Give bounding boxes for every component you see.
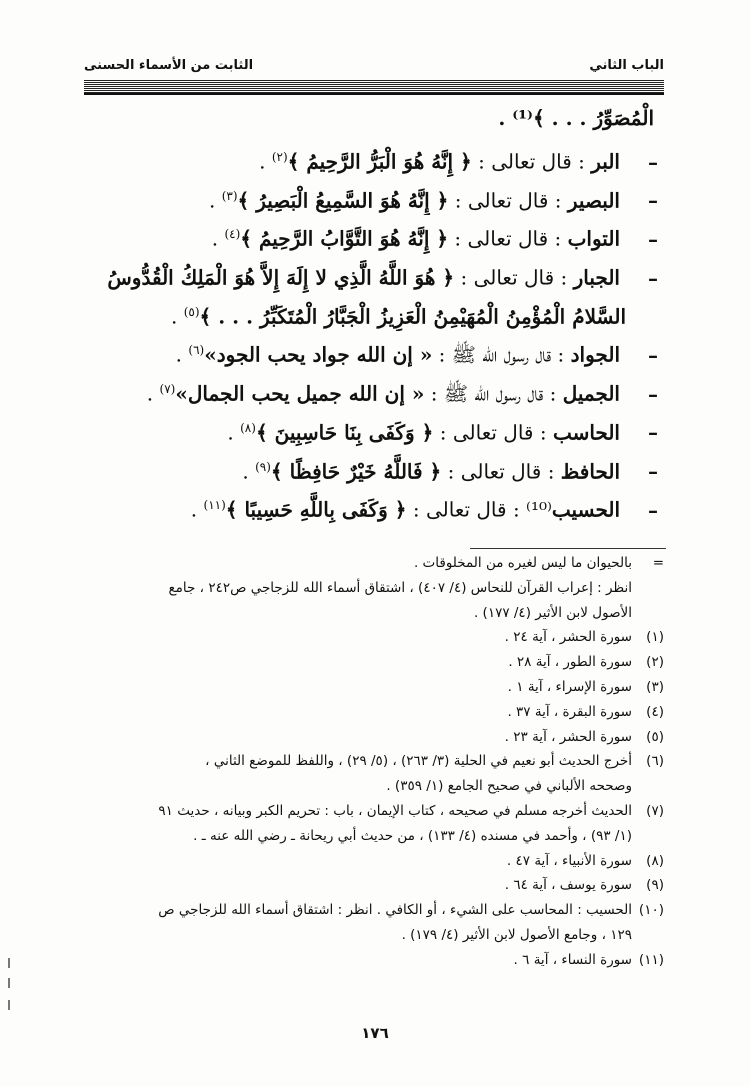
footnote-line xyxy=(94,923,664,948)
footnote-ref: (٧) xyxy=(159,382,176,397)
entry-name: الجبار xyxy=(573,265,620,290)
header-rule xyxy=(84,80,664,93)
entry-verse: ﴿ وَكَفَى بِاللَّهِ حَسِيبًا ﴾ xyxy=(225,497,407,522)
page-number: ١٧٦ xyxy=(361,1024,389,1042)
scan-edge-mark xyxy=(8,958,10,968)
footnote-line xyxy=(94,898,664,923)
footnote-text: سورة الإسراء ، آية ١ . xyxy=(507,678,632,695)
entry-end: . xyxy=(175,343,189,368)
body-line-continuation: الْمُصَوِّرُ . . . ﴾⁽¹⁾ . xyxy=(498,106,654,130)
entry-dash: – xyxy=(648,149,658,174)
entry-end: . xyxy=(211,227,225,252)
footnote-line xyxy=(94,650,664,675)
section-title: الثابت من الأسماء الحسنى xyxy=(84,58,254,73)
footnote-text: سورة يوسف ، آية ٦٤ . xyxy=(504,877,632,894)
footnote-line xyxy=(94,700,664,725)
entry-name: الحسيب xyxy=(551,497,620,522)
footnote-ref: (٤) xyxy=(224,227,241,242)
footnote-text: الأصول لابن الأثير (٤/ ١٧٧) . xyxy=(473,604,632,621)
entry-end: . xyxy=(190,497,204,522)
entry-text: : قال تعالى : xyxy=(441,459,561,484)
footnote-line xyxy=(94,849,664,874)
footnote-line xyxy=(94,725,664,750)
footnote-text: سورة البقرة ، آية ٣٧ . xyxy=(507,703,632,720)
footnote-line xyxy=(94,948,664,973)
footnote-ref: (٣) xyxy=(221,188,238,203)
entry-verse: ﴿ فَاللَّهُ خَيْرٌ حَافِظًا ﴾ xyxy=(270,459,442,484)
entry-dash: – xyxy=(648,497,658,522)
entry-end: . xyxy=(170,304,184,329)
entry-end: . xyxy=(227,420,241,445)
footnote-text: وصححه الألباني في صحيح الجامع (١/ ٣٥٩) . xyxy=(386,778,632,795)
entry-text: : قال تعالى : xyxy=(448,227,568,252)
footnote-line xyxy=(94,774,664,799)
footnote-text: انظر : إعراب القرآن للنحاس (٤/ ٤٠٧) ، اشتقاق أسماء الله للزجاجي ص٢٤٢ ، جامع xyxy=(168,579,632,596)
footnote-text: الحديث أخرجه مسلم في صحيحه ، كتاب الإيمان ، باب : تحريم الكبر وبيانه ، حديث ٩١ xyxy=(158,802,632,819)
name-entry-aljawad xyxy=(84,331,664,370)
footnote-ref: (٦) xyxy=(188,343,205,358)
footnote-number: (٨) xyxy=(646,852,664,869)
footnote-ref: (٩) xyxy=(255,459,271,474)
entry-name: البر xyxy=(591,149,620,174)
entry-dash: – xyxy=(648,227,658,252)
footnote-line xyxy=(94,625,664,650)
chapter-title: الباب الثاني xyxy=(589,58,664,73)
footnote-number: (٦) xyxy=(646,753,664,770)
entry-name: البصير xyxy=(567,188,620,213)
footnote-ref: (١١) xyxy=(203,498,226,513)
name-entry-aljabbar xyxy=(84,254,664,293)
name-entry-attawwab xyxy=(84,215,664,254)
footnote-text: سورة الحشر ، آية ٢٤ . xyxy=(504,629,632,646)
entry-text: : قال رسول الله ﷺ : xyxy=(424,381,563,406)
entry-end: . xyxy=(242,459,256,484)
running-header xyxy=(84,58,664,74)
footnote-separator xyxy=(470,548,666,549)
entry-dash: – xyxy=(648,459,658,484)
entry-name: الجميل xyxy=(562,381,620,406)
entry-name: التواب xyxy=(567,227,620,252)
entry-dash: – xyxy=(648,188,658,213)
footnote-text: ١٢٩ ، وجامع الأصول لابن الأثير (٤/ ١٧٩) . xyxy=(401,926,632,943)
entry-verse: « إن الله جواد يحب الجود» xyxy=(204,343,433,368)
name-entry-alhasib-sufficient xyxy=(84,486,664,525)
entry-dash: – xyxy=(648,420,658,445)
footnote-number: (٢) xyxy=(646,654,664,671)
footnote-number: = xyxy=(652,555,664,571)
footnote-text: أخرج الحديث أبو نعيم في الحلية (٣/ ٢٦٣) ، (٥/ ٢٩) ، واللفظ للموضع الثاني ، xyxy=(205,753,632,770)
entry-dash: – xyxy=(648,381,658,406)
entry-text: : قال تعالى : xyxy=(454,265,574,290)
footnote-text: بالحيوان ما ليس لغيره من المخلوقات . xyxy=(413,555,632,571)
entry-verse: ﴿ إِنَّهُ هُوَ التَّوَّابُ الرَّحِيمُ ﴾ xyxy=(240,227,449,252)
name-entry-alhafiz xyxy=(84,448,664,487)
footnote-number: (١١) xyxy=(638,951,664,968)
entry-text: : قال تعالى : xyxy=(471,149,592,174)
entry-verse: ﴿ إِنَّهُ هُوَ الْبَرُّ الرَّحِيمُ ﴾ xyxy=(287,149,472,174)
entry-text: : قال تعالى : xyxy=(433,420,553,445)
entry-verse: ﴿ هُوَ اللَّهُ الَّذِي لا إِلَهَ إِلاَّ هُوَ الْمَلِكُ الْقُدُّوسُ xyxy=(107,265,455,290)
entry-end: . xyxy=(209,188,222,213)
footnote-text: سورة الحشر ، آية ٢٣ . xyxy=(504,728,632,745)
name-entry-aljabbar-continued xyxy=(84,293,664,332)
footnote-line xyxy=(94,873,664,898)
footnote-ref: (٨) xyxy=(240,420,256,435)
entry-text: : قال رسول الله ﷺ : xyxy=(432,343,571,368)
entry-verse: « إن الله جميل يحب الجمال» xyxy=(175,381,425,406)
scan-edge-mark xyxy=(8,978,10,988)
entry-dash: – xyxy=(648,343,658,368)
entry-dash: – xyxy=(648,265,658,290)
entry-text: ⁽¹⁰⁾ : قال تعالى : xyxy=(406,497,552,522)
entry-text: : قال تعالى : xyxy=(448,188,568,213)
entry-name: الجواد xyxy=(570,343,620,368)
footnote-text: الحسيب : المحاسب على الشيء ، أو الكافي . انظر : اشتقاق أسماء الله للزجاجي ص xyxy=(158,902,632,919)
entry-name: الحافظ xyxy=(560,459,620,484)
footnote-number: (٣) xyxy=(646,678,664,695)
name-entry-albarr xyxy=(84,138,664,177)
footnote-line xyxy=(94,799,664,824)
entry-verse: ﴿ وَكَفَى بِنَا حَاسِبِينَ ﴾ xyxy=(255,420,434,445)
footnote-text: سورة النساء ، آية ٦ . xyxy=(513,951,632,968)
entry-end: . xyxy=(259,149,272,174)
header-rule-thick xyxy=(84,93,664,95)
entry-verse: ﴿ إِنَّهُ هُوَ السَّمِيعُ الْبَصِيرُ ﴾ xyxy=(237,188,449,213)
entry-verse: السَّلامُ الْمُؤْمِنُ الْمُهَيْمِنُ الْعَزِيزُ الْجَبَّارُ الْمُتَكَبِّرُ . . . ﴾ xyxy=(199,304,626,329)
entry-end: . xyxy=(146,381,160,406)
footnote-line xyxy=(94,749,664,774)
footnote-line xyxy=(94,576,664,601)
entry-name: الحاسب xyxy=(552,420,620,445)
footnote-number: (١٠) xyxy=(638,902,664,919)
footnote-line xyxy=(94,824,664,849)
scan-edge-mark xyxy=(8,1000,10,1010)
footnote-number: (٤) xyxy=(646,703,664,720)
name-entry-aljamil xyxy=(84,370,664,409)
footnote-text: سورة الطور ، آية ٢٨ . xyxy=(508,654,632,671)
footnote-text: سورة الأنبياء ، آية ٤٧ . xyxy=(506,852,632,869)
footnote-number: (٥) xyxy=(646,728,664,745)
footnote-number: (٧) xyxy=(646,802,664,819)
name-entry-alhasib xyxy=(84,409,664,448)
footnote-number: (١) xyxy=(646,629,664,646)
footnote-number: (٩) xyxy=(646,877,664,894)
footnote-text: (١/ ٩٣) ، وأحمد في مسنده (٤/ ١٣٣) ، من حديث أبي ريحانة ـ رضي الله عنه ـ . xyxy=(193,827,632,844)
footnote-line xyxy=(94,601,664,626)
body-text xyxy=(84,98,664,525)
footnote-ref: (٢) xyxy=(271,150,288,164)
footnote-line xyxy=(94,675,664,700)
footnote-ref: (٥) xyxy=(183,304,200,319)
name-entry-albasir xyxy=(84,177,664,216)
footnote-line xyxy=(94,551,664,576)
footnotes xyxy=(94,551,664,973)
